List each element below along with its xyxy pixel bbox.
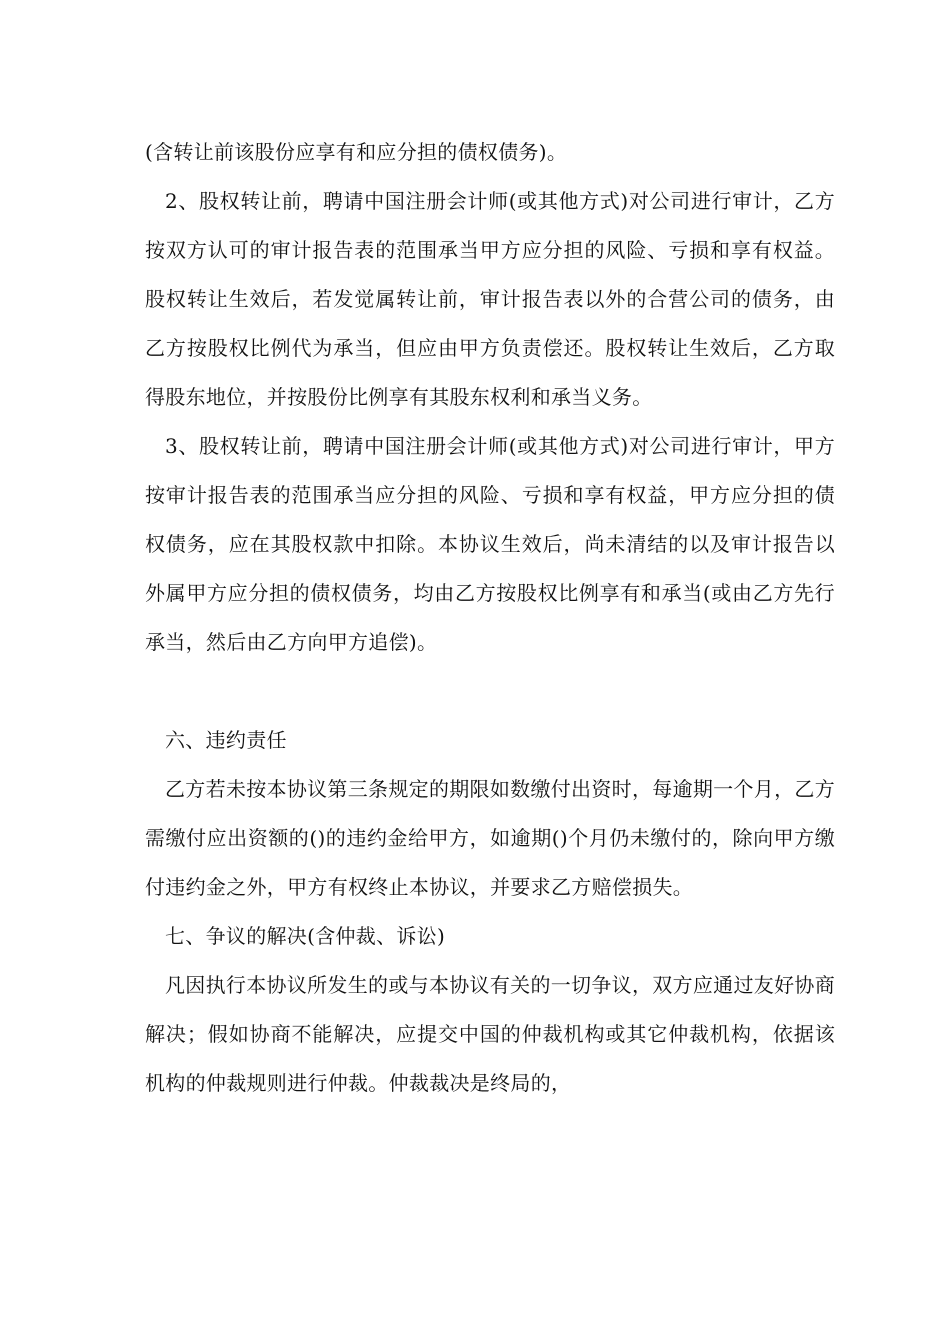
paragraph-clause-3: 3、股权转让前，聘请中国注册会计师(或其他方式)对公司进行审计，甲方按审计报告表的范围承当应分担的风险、亏损和享有权益，甲方应分担的债权债务，应在其股权款中扣除。本协议生效后，尚未清结的以及审计报告以外属甲方应分担的债权债务，均由乙方按股权比例享有和承当(或由乙方先行承当，然后由乙方向甲方追偿)。 [145,434,835,654]
paragraph-continuation: (含转让前该股份应享有和应分担的债权债务)。 [145,140,568,164]
section-heading-breach: 六、违约责任 [165,728,287,752]
section-gap [145,667,835,716]
paragraph-dispute: 凡因执行本协议所发生的或与本协议有关的一切争议，双方应通过友好协商解决；假如协商不能解决，应提交中国的仲裁机构或其它仲裁机构，依据该机构的仲裁规则进行仲裁。仲裁裁决是终局的， [145,973,835,1095]
section-heading-dispute: 七、争议的解决(含仲裁、诉讼) [165,924,446,948]
paragraph-clause-2: 2、股权转让前，聘请中国注册会计师(或其他方式)对公司进行审计，乙方按双方认可的审计报告表的范围承当甲方应分担的风险、亏损和享有权益。股权转让生效后，若发觉属转让前，审计报告表以外的合营公司的债务，由乙方按股权比例代为承当，但应由甲方负责偿还。股权转让生效后，乙方取得股东地位，并按股份比例享有其股东权利和承当义务。 [145,189,835,409]
paragraph-breach: 乙方若未按本协议第三条规定的期限如数缴付出资时，每逾期一个月，乙方需缴付应出资额的()的违约金给甲方，如逾期()个月仍未缴付的，除向甲方缴付违约金之外，甲方有权终止本协议，并要求乙方赔偿损失。 [145,777,835,899]
document-body [145,128,835,1108]
